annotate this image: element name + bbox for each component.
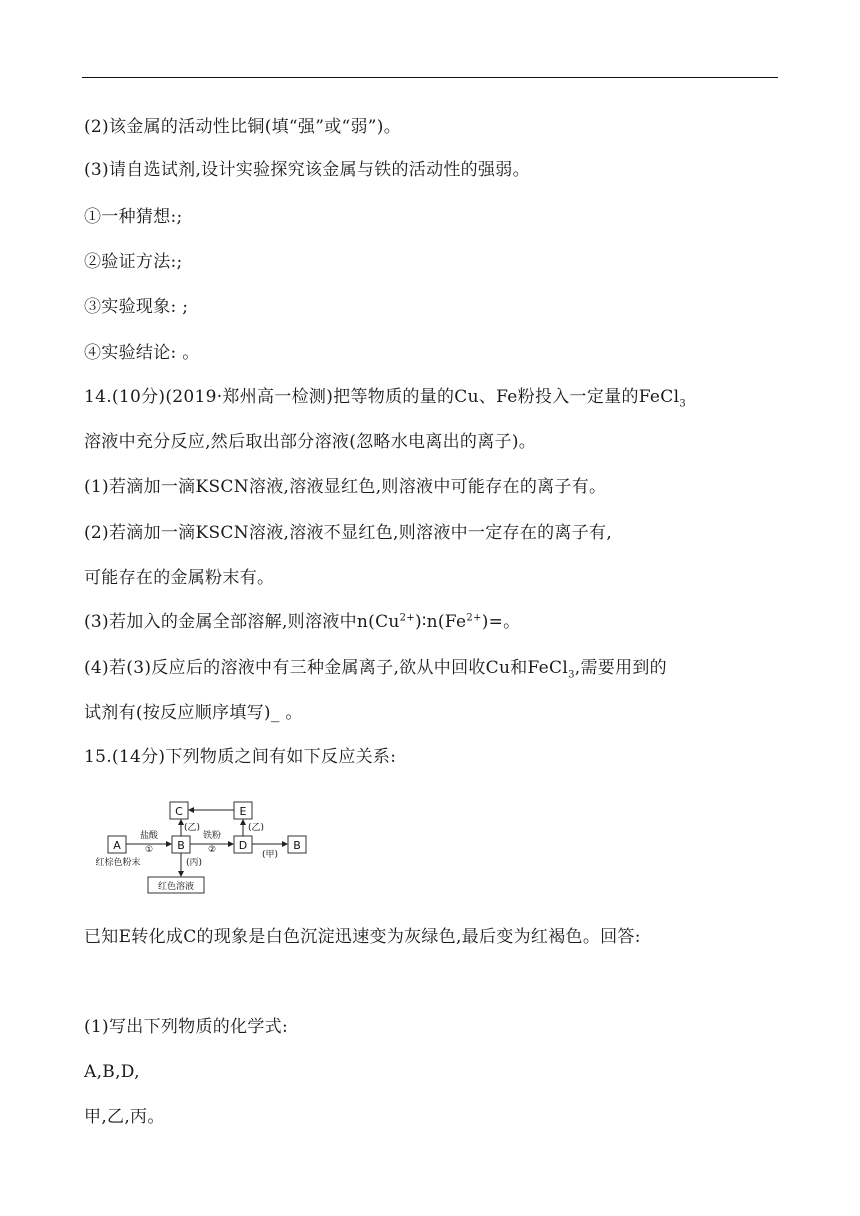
question-13-3-conclusion: ④实验结论: 。 bbox=[84, 343, 200, 363]
label-hcl: 盐酸 bbox=[139, 831, 159, 841]
question-14-cont: 溶液中充分反应,然后取出部分溶液(忽略水电离出的离子)。 bbox=[84, 432, 537, 452]
question-13-3-guess: ①一种猜想:; bbox=[84, 207, 183, 227]
question-15-1-abd: A,B,D, bbox=[84, 1062, 140, 1082]
label-red-brown-powder: 红棕色粉末 bbox=[95, 858, 141, 868]
question-14-3: (3)若加入的金属全部溶解,则溶液中$n(Cu^{2+})∶n(Fe^{2+})=$。 bbox=[84, 612, 521, 632]
label-yi-2: (乙) bbox=[247, 823, 265, 833]
label-e: E bbox=[239, 805, 247, 818]
label-d: D bbox=[238, 839, 248, 852]
reaction-diagram bbox=[84, 788, 324, 898]
label-step-2: ② bbox=[207, 845, 217, 855]
label-a: A bbox=[113, 839, 121, 852]
question-14-2-cont: 可能存在的金属粉末有。 bbox=[84, 568, 275, 588]
label-red-solution: 红色溶液 bbox=[157, 882, 195, 892]
question-15-1-reagents: 甲,乙,丙。 bbox=[84, 1107, 165, 1127]
question-14-1: (1)若滴加一滴KSCN溶液,溶液显红色,则溶液中可能存在的离子有。 bbox=[84, 477, 607, 497]
label-jia: (甲) bbox=[261, 850, 279, 860]
label-bing: (丙) bbox=[185, 858, 203, 868]
question-13-3-method: ②验证方法:; bbox=[84, 252, 183, 272]
question-13-2: (2)该金属的活动性比铜(填“强”或“弱”)。 bbox=[84, 117, 402, 137]
question-15-1: (1)写出下列物质的化学式: bbox=[84, 1017, 289, 1037]
label-b2: B bbox=[293, 839, 301, 852]
question-14-4-cont: 试剂有(按反应顺序填写)_ 。 bbox=[84, 703, 303, 723]
label-b: B bbox=[177, 839, 185, 852]
question-15: 15.(14分)下列物质之间有如下反应关系: bbox=[84, 747, 397, 767]
label-step-1: ① bbox=[144, 845, 154, 855]
question-14: 14.(10分)(2019·郑州高一检测)把等物质的量的Cu、Fe粉投入一定量的FeCl$_3$ bbox=[84, 387, 686, 410]
question-15-note: 已知E转化成C的现象是白色沉淀迅速变为灰绿色,最后变为红褐色。回答: bbox=[84, 927, 641, 947]
question-14-4: (4)若(3)反应后的溶液中有三种金属离子,欲从中回收Cu和FeCl$_3$,需要用到的 bbox=[84, 658, 667, 681]
label-yi-1: (乙) bbox=[183, 823, 201, 833]
question-13-3-phenomenon: ③实验现象: ; bbox=[84, 297, 189, 317]
header-rule bbox=[82, 77, 778, 78]
label-iron: 铁粉 bbox=[202, 831, 222, 841]
question-13-3: (3)请自选试剂,设计实验探究该金属与铁的活动性的强弱。 bbox=[84, 160, 530, 180]
label-c: C bbox=[175, 805, 183, 818]
question-14-2: (2)若滴加一滴KSCN溶液,溶液不显红色,则溶液中一定存在的离子有, bbox=[84, 523, 613, 543]
